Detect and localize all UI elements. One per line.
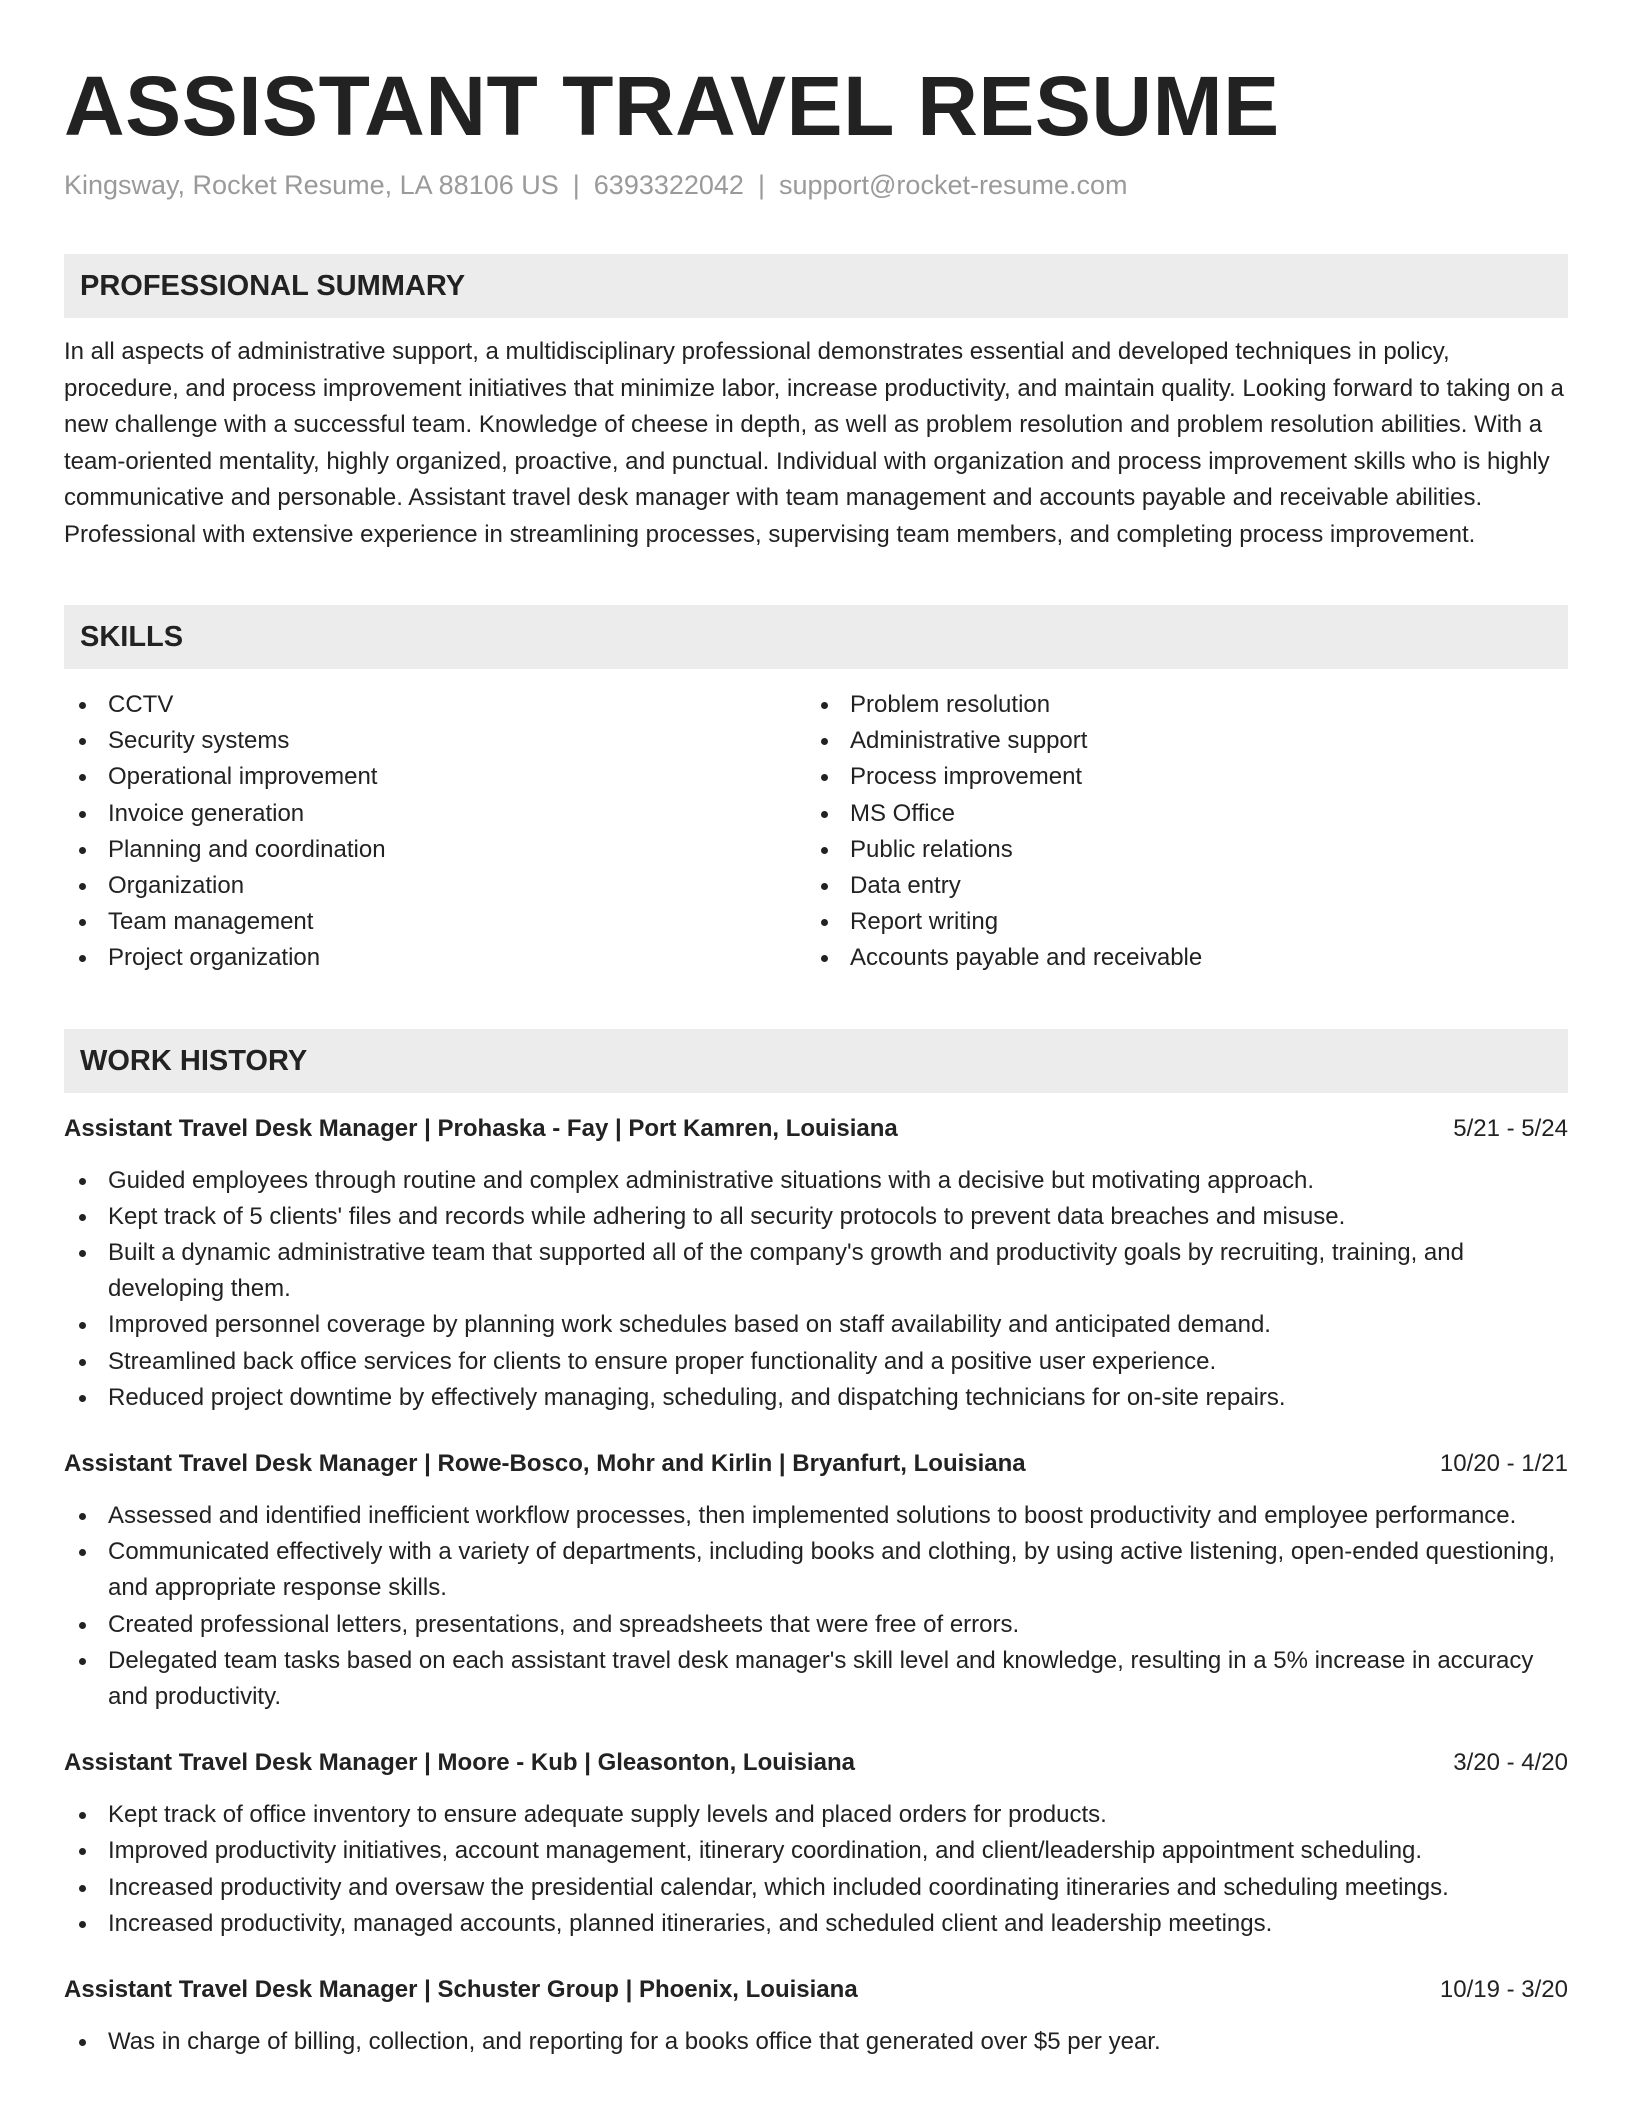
job-bullet: Delegated team tasks based on each assistant travel desk manager's skill level and knowledge, resulting in a 5% increase in accuracy and productivity. <box>64 1643 1568 1715</box>
job-bullets <box>64 2024 1568 2060</box>
job-bullets <box>64 1797 1568 1942</box>
contact-address: Kingsway, Rocket Resume, LA 88106 US <box>64 170 559 200</box>
job-bullet: Built a dynamic administrative team that supported all of the company's growth and productivity goals by recruiting, training, and developing them. <box>64 1235 1568 1307</box>
job-bullet: Streamlined back office services for clients to ensure proper functionality and a positive user experience. <box>64 1344 1568 1380</box>
skill-item: Data entry <box>806 868 1548 904</box>
job-bullet: Guided employees through routine and complex administrative situations with a decisive but motivating approach. <box>64 1163 1568 1199</box>
job-bullet: Kept track of office inventory to ensure adequate supply levels and placed orders for products. <box>64 1797 1568 1833</box>
skill-item: Accounts payable and receivable <box>806 940 1548 976</box>
job-header <box>64 1745 1568 1781</box>
job-bullet: Increased productivity, managed accounts, planned itineraries, and scheduled client and leadership meetings. <box>64 1906 1568 1942</box>
section-heading-summary: PROFESSIONAL SUMMARY <box>64 254 1568 318</box>
contact-phone: 6393322042 <box>593 170 744 200</box>
skill-item: Security systems <box>64 723 806 759</box>
skill-item: MS Office <box>806 796 1548 832</box>
resume-title: ASSISTANT TRAVEL RESUME <box>64 59 1280 153</box>
job-bullet: Kept track of 5 clients' files and records while adhering to all security protocols to prevent data breaches and misuse. <box>64 1199 1568 1235</box>
skill-item: Operational improvement <box>64 759 806 795</box>
job-entry <box>64 1972 1568 2060</box>
job-dates: 10/19 - 3/20 <box>1439 1976 1568 2004</box>
job-bullets <box>64 1163 1568 1416</box>
contact-separator: | <box>757 170 765 200</box>
skills-column-left <box>64 687 806 977</box>
section-heading-skills: SKILLS <box>64 605 1568 669</box>
contact-separator: | <box>572 170 580 200</box>
job-header <box>64 1111 1568 1147</box>
job-title: Assistant Travel Desk Manager | Rowe-Bosco, Mohr and Kirlin | Bryanfurt, Louisiana <box>64 1450 1026 1478</box>
job-dates: 3/20 - 4/20 <box>1453 1749 1568 1777</box>
job-dates: 5/21 - 5/24 <box>1453 1114 1568 1142</box>
summary-text: In all aspects of administrative support, a multidisciplinary professional demonstrates essential and developed techniques in policy, procedure, and process improvement initiatives that minimize labor, increase productivity, and maintain quality. Looking forward to taking on a new challenge with a successful team. Knowledge of cheese in depth, as well as problem resolution and problem resolution abilities. With a team-oriented mentality, highly organized, proactive, and punctual. Individual with organization and process improvement skills who is highly communicative and personable. Assistant travel desk manager with team management and accounts payable and receivable abilities. Professional with extensive experience in streamlining processes, supervising team members, and completing process improvement. <box>64 338 1564 548</box>
skill-item: Project organization <box>64 940 806 976</box>
section-heading-work-history: WORK HISTORY <box>64 1029 1568 1093</box>
job-header <box>64 1972 1568 2008</box>
job-header <box>64 1446 1568 1482</box>
skill-item: Report writing <box>806 904 1548 940</box>
skills-column-right <box>806 687 1548 977</box>
skill-item: CCTV <box>64 687 806 723</box>
job-entry <box>64 1446 1568 1715</box>
skill-item: Administrative support <box>806 723 1548 759</box>
skill-item: Process improvement <box>806 759 1548 795</box>
job-title: Assistant Travel Desk Manager | Moore - Kub | Gleasonton, Louisiana <box>64 1749 855 1777</box>
job-bullet: Reduced project downtime by effectively managing, scheduling, and dispatching technicians for on-site repairs. <box>64 1380 1568 1416</box>
skill-item: Team management <box>64 904 806 940</box>
skill-item: Planning and coordination <box>64 832 806 868</box>
job-dates: 10/20 - 1/21 <box>1439 1450 1568 1478</box>
job-bullet: Increased productivity and oversaw the presidential calendar, which included coordinating itineraries and scheduling meetings. <box>64 1870 1568 1906</box>
contact-line <box>64 168 1568 202</box>
job-bullet: Communicated effectively with a variety of departments, including books and clothing, by using active listening, open-ended questioning, and appropriate response skills. <box>64 1534 1568 1606</box>
skill-item: Invoice generation <box>64 796 806 832</box>
job-bullet: Improved personnel coverage by planning work schedules based on staff availability and anticipated demand. <box>64 1307 1568 1343</box>
skill-item: Organization <box>64 868 806 904</box>
skill-item: Problem resolution <box>806 687 1548 723</box>
job-bullet: Was in charge of billing, collection, and reporting for a books office that generated over $5 per year. <box>64 2024 1568 2060</box>
job-entry <box>64 1745 1568 1942</box>
job-bullet: Assessed and identified inefficient workflow processes, then implemented solutions to boost productivity and employee performance. <box>64 1498 1568 1534</box>
job-title: Assistant Travel Desk Manager | Schuster Group | Phoenix, Louisiana <box>64 1976 858 2004</box>
job-bullet: Created professional letters, presentations, and spreadsheets that were free of errors. <box>64 1607 1568 1643</box>
skill-item: Public relations <box>806 832 1548 868</box>
resume-page <box>64 0 1568 2060</box>
job-bullet: Improved productivity initiatives, account management, itinerary coordination, and client/leadership appointment scheduling. <box>64 1833 1568 1869</box>
contact-email: support@rocket-resume.com <box>778 170 1128 200</box>
skills-list <box>64 687 1568 977</box>
job-title: Assistant Travel Desk Manager | Prohaska - Fay | Port Kamren, Louisiana <box>64 1114 898 1142</box>
job-entry <box>64 1111 1568 1416</box>
job-bullets <box>64 1498 1568 1715</box>
